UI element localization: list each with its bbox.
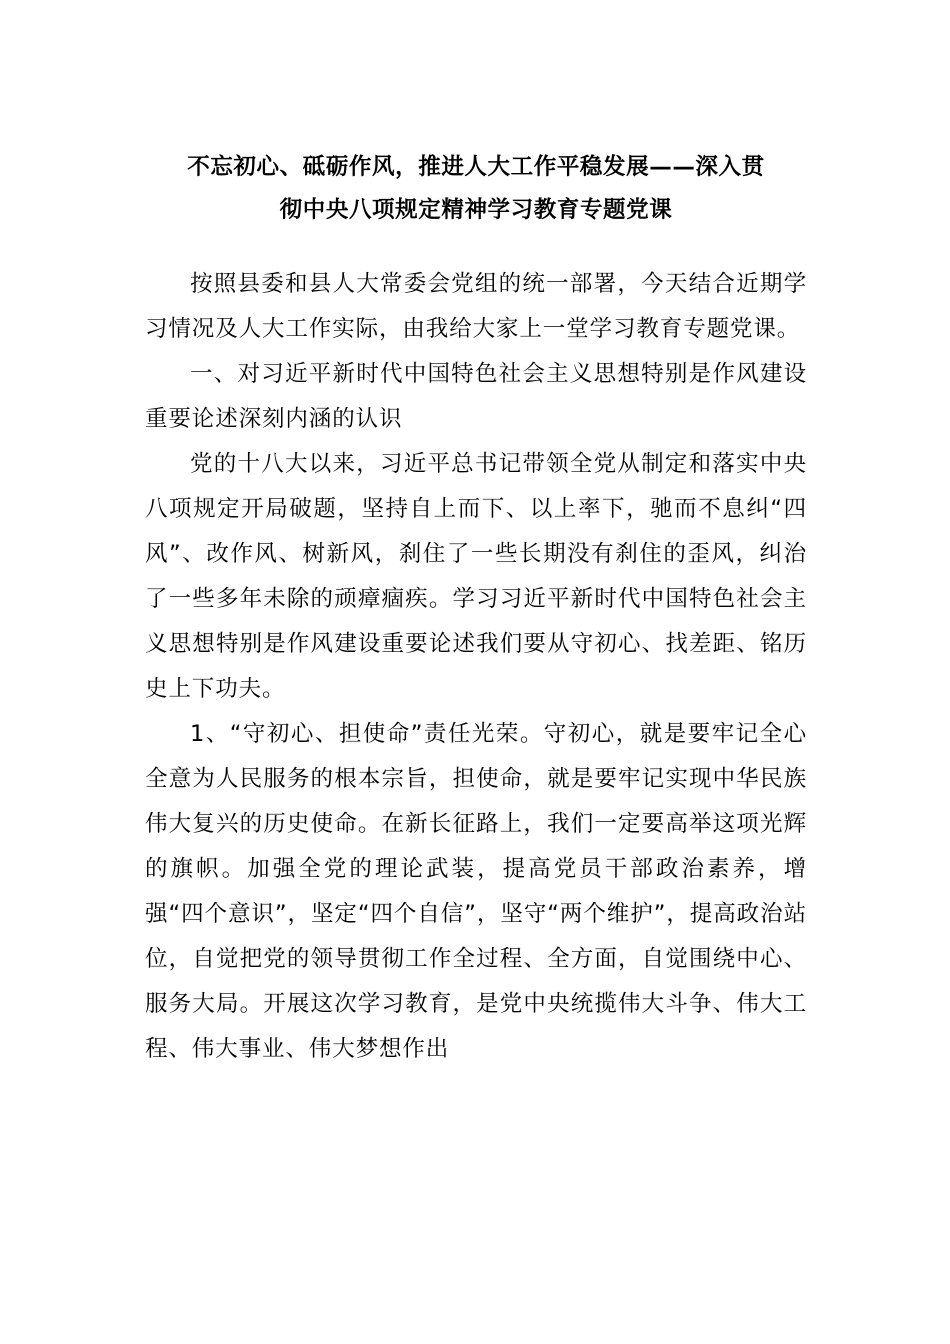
body-paragraph: 党的十八大以来，习近平总书记带领全党从制定和落实中央八项规定开局破题，坚持自上而下、以上率下，驰而不息纠“四风”、改作风、树新风，刹住了一些长期没有刹住的歪风，纠治了一些多年未除的顽瘴痼疾。学习习近平新时代中国特色社会主义思想特别是作风建设重要论述我们要从守初心、找差距、铭历史上下功夫。 <box>145 451 807 702</box>
document-page <box>145 146 807 1072</box>
title-line-1: 不忘初心、砥砺作风，推进人大工作平稳发展——深入贯 <box>187 154 765 180</box>
section-heading-1: 一、对习近平新时代中国特色社会主义思想特别是作风建设重要论述深刻内涵的认识 <box>145 361 807 432</box>
document-title <box>145 146 807 232</box>
title-line-2: 彻中央八项规定精神学习教育专题党课 <box>279 197 673 223</box>
subsection-paragraph-1: 1、“守初心、担使命”责任光荣。守初心，就是要牢记全心全意为人民服务的根本宗旨，担使命，就是要牢记实现中华民族伟大复兴的历史使命。在新长征路上，我们一定要高举这项光辉的旗帜。加强全党的理论武装，提高党员干部政治素养，增强“四个意识”，坚定“四个自信”，坚守“两个维护”，提高政治站位，自觉把党的领导贯彻工作全过程、全方面，自觉围绕中心、服务大局。开展这次学习教育，是党中央统揽伟大斗争、伟大工程、伟大事业、伟大梦想作出 <box>145 721 807 1062</box>
intro-paragraph: 按照县委和县人大常委会党组的统一部署，今天结合近期学习情况及人大工作实际，由我给大家上一堂学习教育专题党课。 <box>145 271 807 342</box>
